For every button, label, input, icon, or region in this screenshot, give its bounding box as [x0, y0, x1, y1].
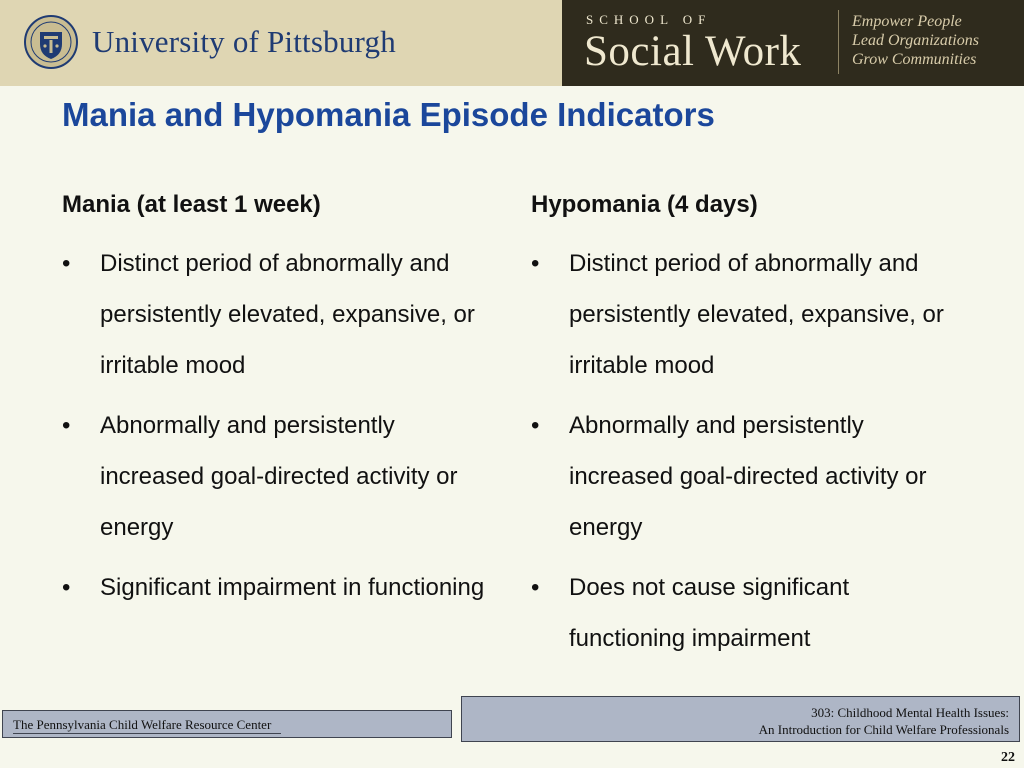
- tagline-line: Lead Organizations: [852, 32, 979, 49]
- slide-header: [0, 0, 1024, 86]
- hypomania-bullet-list: [531, 238, 971, 664]
- page-number: 22: [1001, 750, 1015, 765]
- bullet-text: Abnormally and persistently increased goal-directed activity or energy: [100, 412, 458, 541]
- hypomania-column: [531, 190, 971, 673]
- school-tagline: [852, 12, 979, 69]
- bullet-text: Distinct period of abnormally and persistently elevated, expansive, or irritable mood: [100, 250, 475, 379]
- bullet-item: [62, 562, 502, 613]
- course-line-2: An Introduction for Child Welfare Professionals: [758, 722, 1009, 737]
- mania-bullet-list: [62, 238, 502, 613]
- footer-course-title: [759, 704, 1009, 738]
- mania-column: [62, 190, 502, 622]
- bullet-text: Distinct period of abnormally and persistently elevated, expansive, or irritable mood: [569, 250, 944, 379]
- bullet-text: Abnormally and persistently increased goal-directed activity or energy: [569, 412, 927, 541]
- tagline-line: Empower People: [852, 13, 962, 30]
- university-seal-icon: [24, 13, 78, 71]
- bullet-icon: •: [531, 412, 540, 439]
- bullet-icon: •: [531, 574, 540, 601]
- bullet-icon: •: [62, 574, 71, 601]
- bullet-item: [531, 400, 971, 553]
- header-divider: [838, 10, 839, 74]
- mania-heading: Mania (at least 1 week): [62, 191, 321, 218]
- university-name: University of Pittsburgh: [92, 24, 396, 59]
- bullet-text: Significant impairment in functioning: [100, 574, 485, 601]
- bullet-icon: •: [531, 250, 540, 277]
- school-of-label: SCHOOL OF: [586, 12, 712, 27]
- bullet-icon: •: [62, 250, 71, 277]
- university-banner: [0, 0, 562, 86]
- course-line-1: 303: Childhood Mental Health Issues:: [811, 705, 1009, 720]
- bullet-text: Does not cause significant functioning impairment: [569, 574, 850, 652]
- bullet-item: [62, 238, 502, 391]
- bullet-item: [62, 400, 502, 553]
- bullet-item: [531, 562, 971, 664]
- hypomania-heading: Hypomania (4 days): [531, 191, 758, 218]
- bullet-icon: •: [62, 412, 71, 439]
- bullet-item: [531, 238, 971, 391]
- footer-organization-box: [2, 710, 452, 738]
- footer-organization: The Pennsylvania Child Welfare Resource Center: [13, 717, 281, 734]
- school-name: Social Work: [584, 28, 802, 75]
- tagline-line: Grow Communities: [852, 51, 977, 68]
- footer-course-box: [461, 696, 1020, 742]
- slide-title: Mania and Hypomania Episode Indicators: [62, 96, 715, 133]
